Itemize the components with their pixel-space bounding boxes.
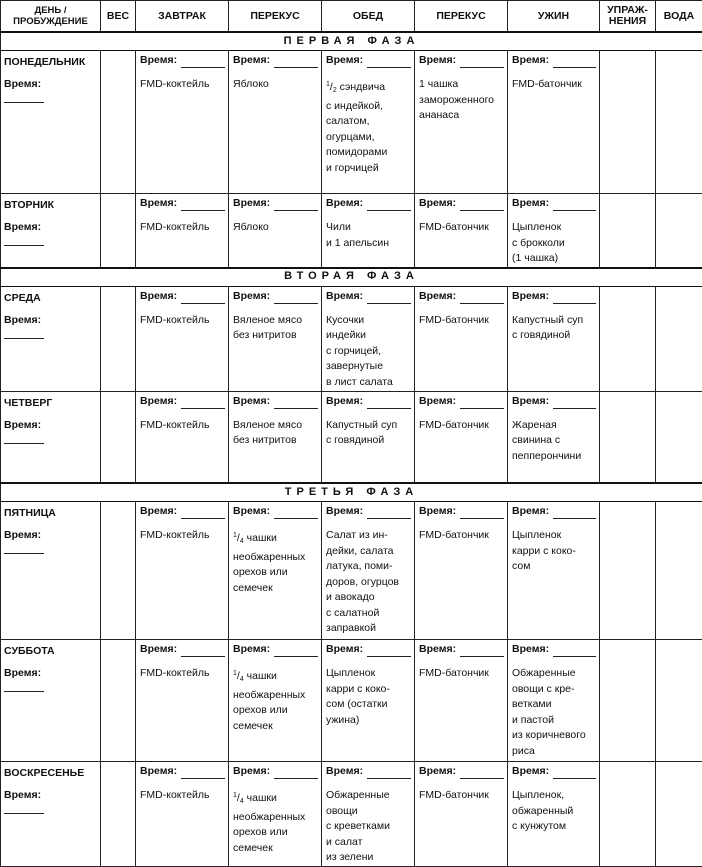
phase-row	[1, 268, 702, 287]
meal-food: Цыпленок с брокколи (1 чашка)	[512, 220, 596, 267]
breakfast-cell	[136, 762, 229, 867]
meal-time-line[interactable]	[460, 507, 504, 519]
meal-time	[512, 289, 596, 304]
meal-food: $^1/_4$ чашки необжаренных орехов или семечек	[233, 528, 318, 596]
meal-time-line[interactable]	[553, 507, 596, 519]
meal-food: Цыпленок карри с коко- сом (остатки ужина)	[326, 666, 411, 728]
meal-time	[233, 196, 318, 211]
meal-time	[140, 289, 225, 304]
meal-time	[326, 289, 411, 304]
meal-time	[140, 53, 225, 68]
water-cell[interactable]	[656, 762, 702, 867]
meal-time-label: Время:	[512, 504, 549, 519]
meal-time-label: Время:	[233, 289, 270, 304]
meal-food: FMD-коктейль	[140, 77, 225, 93]
meal-time-label: Время:	[140, 504, 177, 519]
water-cell[interactable]	[656, 640, 702, 762]
meal-time	[233, 764, 318, 779]
meal-time	[140, 196, 225, 211]
lunch-cell	[322, 194, 415, 268]
meal-time-line[interactable]	[553, 199, 596, 211]
meal-food: FMD-батончик	[419, 418, 504, 434]
meal-time	[326, 504, 411, 519]
phase-title: ТРЕТЬЯ ФАЗА	[1, 483, 702, 502]
weight-cell[interactable]	[101, 194, 136, 268]
meal-time-label: Время:	[140, 289, 177, 304]
lunch-cell	[322, 391, 415, 483]
meal-time	[326, 642, 411, 657]
wake-time-line[interactable]	[4, 328, 44, 339]
phase-title: ПЕРВАЯ ФАЗА	[1, 32, 702, 51]
meal-time-label: Время:	[419, 764, 456, 779]
meal-food: Вяленое мясо без нитритов	[233, 418, 318, 449]
meal-time-label: Время:	[233, 504, 270, 519]
water-cell[interactable]	[656, 502, 702, 640]
meal-time-line[interactable]	[181, 767, 225, 779]
meal-time	[326, 764, 411, 779]
wake-time-label: Время:	[4, 77, 97, 91]
meal-time-line[interactable]	[367, 507, 411, 519]
meal-time-line[interactable]	[181, 199, 225, 211]
meal-time-line[interactable]	[367, 292, 411, 304]
weight-cell[interactable]	[101, 391, 136, 483]
fraction: $^1/_4$	[233, 670, 244, 682]
wake-time-line[interactable]	[4, 433, 44, 444]
day-cell	[1, 762, 101, 867]
meal-time	[419, 504, 504, 519]
meal-food: FMD-коктейль	[140, 220, 225, 236]
meal-time-line[interactable]	[274, 397, 318, 409]
meal-time-label: Время:	[140, 764, 177, 779]
snack-2-cell	[415, 762, 508, 867]
day-name: СРЕДА	[4, 291, 97, 305]
water-cell[interactable]	[656, 391, 702, 483]
meal-food: FMD-коктейль	[140, 666, 225, 682]
meal-time-line[interactable]	[367, 397, 411, 409]
meal-food: FMD-коктейль	[140, 528, 225, 544]
meal-time-label: Время:	[326, 53, 363, 68]
snack-1-cell	[229, 502, 322, 640]
meal-food: Обжаренные овощи с кре- ветками и пастой из коричневого риса	[512, 666, 596, 759]
snack-1-cell	[229, 640, 322, 762]
meal-time-line[interactable]	[367, 199, 411, 211]
meal-time	[419, 764, 504, 779]
meal-time-line[interactable]	[460, 199, 504, 211]
meal-time-line[interactable]	[553, 292, 596, 304]
dinner-cell	[508, 194, 600, 268]
breakfast-cell	[136, 286, 229, 391]
meal-time-label: Время:	[419, 504, 456, 519]
dinner-cell	[508, 51, 600, 194]
meal-time-line[interactable]	[274, 56, 318, 68]
meal-food: FMD-коктейль	[140, 418, 225, 434]
meal-food: Яблоко	[233, 220, 318, 236]
snack-1-cell	[229, 51, 322, 194]
day-name: ВТОРНИК	[4, 198, 97, 212]
lunch-cell	[322, 51, 415, 194]
meal-time-line[interactable]	[181, 56, 225, 68]
meal-time-label: Время:	[233, 394, 270, 409]
meal-time-line[interactable]	[181, 397, 225, 409]
wake-time-label: Время:	[4, 220, 97, 234]
meal-time-line[interactable]	[274, 645, 318, 657]
wake-time-label: Время:	[4, 788, 97, 802]
meal-time	[419, 53, 504, 68]
weight-cell[interactable]	[101, 502, 136, 640]
meal-time-line[interactable]	[460, 397, 504, 409]
meal-food: FMD-батончик	[419, 528, 504, 544]
meal-food: $^1/_4$ чашки необжаренных орехов или семечек	[233, 788, 318, 856]
exercise-cell[interactable]	[600, 51, 656, 194]
wake-time-line[interactable]	[4, 92, 44, 103]
meal-food: Чили и 1 апельсин	[326, 220, 411, 251]
meal-time-line[interactable]	[553, 645, 596, 657]
snack-2-cell	[415, 51, 508, 194]
day-name: ПЯТНИЦА	[4, 506, 97, 520]
meal-time-label: Время:	[233, 53, 270, 68]
header-water: ВОДА	[656, 1, 702, 33]
day-name: СУББОТА	[4, 644, 97, 658]
exercise-cell[interactable]	[600, 391, 656, 483]
header-dinner: УЖИН	[508, 1, 600, 33]
meal-time	[419, 394, 504, 409]
meal-food: Капустный суп с говядиной	[326, 418, 411, 449]
phase-row	[1, 32, 702, 51]
dinner-cell	[508, 762, 600, 867]
meal-food: $^1/_4$ чашки необжаренных орехов или семечек	[233, 666, 318, 734]
meal-time-label: Время:	[512, 764, 549, 779]
meal-time	[233, 642, 318, 657]
wake-time-line[interactable]	[4, 235, 44, 246]
meal-food: FMD-батончик	[419, 313, 504, 329]
snack-1-cell	[229, 391, 322, 483]
meal-food: Яблоко	[233, 77, 318, 93]
wake-time-label: Время:	[4, 528, 97, 542]
water-cell[interactable]	[656, 286, 702, 391]
meal-food: FMD-батончик	[419, 666, 504, 682]
exercise-cell[interactable]	[600, 194, 656, 268]
day-cell	[1, 286, 101, 391]
header-row	[1, 1, 702, 33]
meal-food: FMD-коктейль	[140, 788, 225, 804]
header-snack-1: ПЕРЕКУС	[229, 1, 322, 33]
meal-food: Капустный суп с говядиной	[512, 313, 596, 344]
snack-1-cell	[229, 762, 322, 867]
wake-time-line[interactable]	[4, 803, 44, 814]
weight-cell[interactable]	[101, 51, 136, 194]
wake-time-label: Время:	[4, 313, 97, 327]
wake-time-line[interactable]	[4, 681, 44, 692]
meal-time	[512, 53, 596, 68]
meal-food: FMD-батончик	[419, 788, 504, 804]
day-name: ВОСКРЕСЕНЬЕ	[4, 766, 97, 780]
meal-time	[419, 642, 504, 657]
meal-time	[233, 394, 318, 409]
meal-food: Вяленое мясо без нитритов	[233, 313, 318, 344]
water-cell[interactable]	[656, 51, 702, 194]
header-snack-2: ПЕРЕКУС	[415, 1, 508, 33]
meal-time	[233, 289, 318, 304]
meal-time-line[interactable]	[367, 56, 411, 68]
meal-time-line[interactable]	[460, 292, 504, 304]
meal-time	[512, 196, 596, 211]
meal-time-label: Время:	[419, 53, 456, 68]
breakfast-cell	[136, 51, 229, 194]
meal-time-line[interactable]	[274, 507, 318, 519]
snack-2-cell	[415, 194, 508, 268]
dinner-cell	[508, 286, 600, 391]
meal-time	[326, 394, 411, 409]
meal-food: Кусочки индейки с горчицей, завернутые в лист салата	[326, 313, 411, 391]
meal-time-label: Время:	[326, 196, 363, 211]
snack-2-cell	[415, 502, 508, 640]
meal-food: FMD-коктейль	[140, 313, 225, 329]
day-row	[1, 391, 702, 483]
meal-time-label: Время:	[512, 53, 549, 68]
meal-time-line[interactable]	[181, 645, 225, 657]
meal-time-label: Время:	[326, 394, 363, 409]
day-cell	[1, 640, 101, 762]
fraction: $^1/_4$	[233, 532, 244, 544]
meal-food: $^1/_2$ сэндвича с индейкой, салатом, огурцами, помидорами и горчицей	[326, 77, 411, 176]
day-cell	[1, 51, 101, 194]
meal-time-label: Время:	[233, 764, 270, 779]
meal-time-label: Время:	[512, 642, 549, 657]
snack-1-cell	[229, 286, 322, 391]
meal-time	[326, 196, 411, 211]
meal-time	[512, 394, 596, 409]
day-row	[1, 640, 702, 762]
lunch-cell	[322, 640, 415, 762]
meal-time	[326, 53, 411, 68]
exercise-cell[interactable]	[600, 640, 656, 762]
fraction: $^1/_4$	[233, 792, 244, 804]
meal-time-line[interactable]	[181, 292, 225, 304]
meal-time-line[interactable]	[367, 645, 411, 657]
meal-time-label: Время:	[512, 394, 549, 409]
phase-row	[1, 483, 702, 502]
dinner-cell	[508, 502, 600, 640]
meal-time	[419, 289, 504, 304]
exercise-cell[interactable]	[600, 502, 656, 640]
meal-time-label: Время:	[233, 196, 270, 211]
meal-food: Жареная свинина с пепперончини	[512, 418, 596, 465]
meal-food: Обжаренные овощи с креветками и салат из зелени	[326, 788, 411, 866]
snack-1-cell	[229, 194, 322, 268]
meal-time-line[interactable]	[367, 767, 411, 779]
lunch-cell	[322, 502, 415, 640]
dinner-cell	[508, 640, 600, 762]
meal-time-label: Время:	[326, 289, 363, 304]
header-breakfast: ЗАВТРАК	[136, 1, 229, 33]
meal-time-label: Время:	[326, 764, 363, 779]
exercise-cell[interactable]	[600, 762, 656, 867]
meal-time-label: Время:	[419, 642, 456, 657]
meal-time-line[interactable]	[460, 645, 504, 657]
meal-time-line[interactable]	[553, 767, 596, 779]
day-row	[1, 286, 702, 391]
meal-time-label: Время:	[419, 394, 456, 409]
day-row	[1, 502, 702, 640]
header-exercise: УПРАЖ- НЕНИЯ	[600, 1, 656, 33]
meal-time	[512, 504, 596, 519]
meal-time-label: Время:	[233, 642, 270, 657]
meal-time-label: Время:	[140, 196, 177, 211]
meal-time-label: Время:	[512, 289, 549, 304]
meal-food: Салат из ин- дейки, салата латука, поми- доров, огурцов и авокадо с салатной заправкой	[326, 528, 411, 637]
meal-time-line[interactable]	[181, 507, 225, 519]
dinner-cell	[508, 391, 600, 483]
snack-2-cell	[415, 640, 508, 762]
phase-title: ВТОРАЯ ФАЗА	[1, 268, 702, 287]
breakfast-cell	[136, 194, 229, 268]
meal-time-label: Время:	[419, 196, 456, 211]
fraction: $^1/_2$	[326, 81, 337, 93]
meal-time-line[interactable]	[553, 56, 596, 68]
meal-time	[512, 642, 596, 657]
meal-food: FMD-батончик	[512, 77, 596, 93]
meal-time	[233, 504, 318, 519]
meal-time-label: Время:	[419, 289, 456, 304]
day-row	[1, 762, 702, 867]
exercise-cell[interactable]	[600, 286, 656, 391]
header-day: ДЕНЬ / ПРОБУЖДЕНИЕ	[1, 1, 101, 33]
weight-cell[interactable]	[101, 640, 136, 762]
day-cell	[1, 194, 101, 268]
meal-time	[140, 764, 225, 779]
meal-time-label: Время:	[326, 504, 363, 519]
meal-time	[419, 196, 504, 211]
meal-time	[512, 764, 596, 779]
meal-time-label: Время:	[140, 53, 177, 68]
meal-time-label: Время:	[326, 642, 363, 657]
meal-time	[140, 642, 225, 657]
day-cell	[1, 502, 101, 640]
header-lunch: ОБЕД	[322, 1, 415, 33]
meal-time-label: Время:	[140, 642, 177, 657]
day-cell	[1, 391, 101, 483]
breakfast-cell	[136, 640, 229, 762]
day-row	[1, 194, 702, 268]
meal-time	[140, 394, 225, 409]
header-weight: ВЕС	[101, 1, 136, 33]
meal-time-label: Время:	[512, 196, 549, 211]
lunch-cell	[322, 762, 415, 867]
wake-time-line[interactable]	[4, 543, 44, 554]
wake-time-label: Время:	[4, 666, 97, 680]
meal-time-line[interactable]	[274, 292, 318, 304]
snack-2-cell	[415, 391, 508, 483]
meal-food: Цыпленок, обжаренный с кунжутом	[512, 788, 596, 835]
meal-food: 1 чашка замороженного ананаса	[419, 77, 504, 124]
day-name: ПОНЕДЕЛЬНИК	[4, 55, 97, 69]
day-name: ЧЕТВЕРГ	[4, 396, 97, 410]
lunch-cell	[322, 286, 415, 391]
meal-time	[233, 53, 318, 68]
breakfast-cell	[136, 391, 229, 483]
meal-time-line[interactable]	[460, 56, 504, 68]
meal-time-line[interactable]	[274, 199, 318, 211]
meal-food: FMD-батончик	[419, 220, 504, 236]
snack-2-cell	[415, 286, 508, 391]
meal-time-line[interactable]	[553, 397, 596, 409]
breakfast-cell	[136, 502, 229, 640]
wake-time-label: Время:	[4, 418, 97, 432]
water-cell[interactable]	[656, 194, 702, 268]
weight-cell[interactable]	[101, 762, 136, 867]
meal-food: Цыпленок карри с коко- сом	[512, 528, 596, 575]
meal-time-line[interactable]	[460, 767, 504, 779]
meal-time-line[interactable]	[274, 767, 318, 779]
weight-cell[interactable]	[101, 286, 136, 391]
day-row	[1, 51, 702, 194]
meal-time	[140, 504, 225, 519]
meal-time-label: Время:	[140, 394, 177, 409]
